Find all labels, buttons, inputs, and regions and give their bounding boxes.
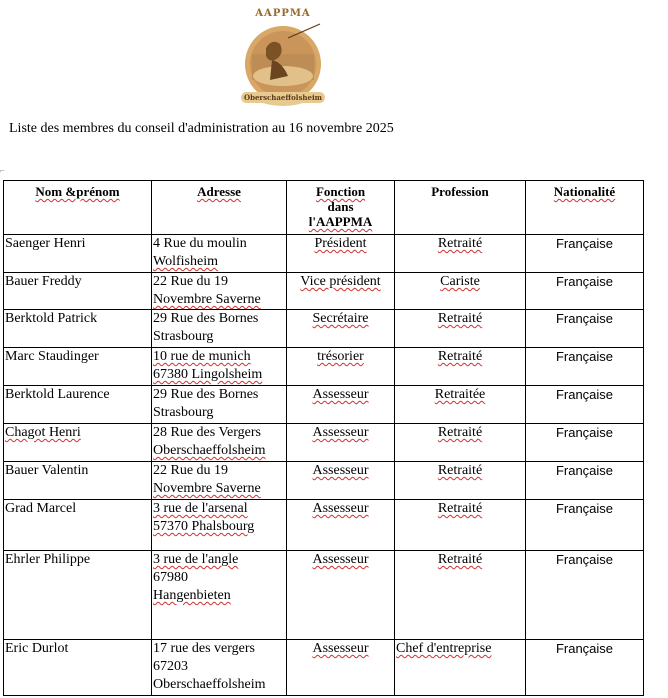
cell-profession: Cariste xyxy=(395,273,526,310)
cell-nationality: Française xyxy=(526,640,644,696)
cell-profession: Retraité xyxy=(395,500,526,551)
table-header-row xyxy=(4,181,644,235)
cell-function: Assesseur xyxy=(287,462,395,500)
cell-name: Bauer Valentin xyxy=(4,462,152,500)
cell-function: Assesseur xyxy=(287,386,395,424)
cell-name: Saenger Henri xyxy=(4,235,152,273)
cell-address: 22 Rue du 19 Novembre Saverne xyxy=(152,462,287,500)
cell-address: 3 rue de l'angle 67980 Hangenbieten xyxy=(152,551,287,640)
cell-name: Ehrler Philippe xyxy=(4,551,152,640)
cell-nationality: Française xyxy=(526,462,644,500)
table-row xyxy=(4,500,644,551)
cell-address: 10 rue de munich 67380 Lingolsheim xyxy=(152,348,287,386)
cell-name: Berktold Patrick xyxy=(4,310,152,348)
header-profession: Profession xyxy=(395,181,526,235)
members-table xyxy=(3,180,644,696)
cell-address: 17 rue des vergers 67203 Oberschaeffolsheim xyxy=(152,640,287,696)
cell-name: Chagot Henri xyxy=(4,424,152,462)
cell-function: Secrétaire xyxy=(287,310,395,348)
cell-profession: Retraité xyxy=(395,462,526,500)
cell-address: 28 Rue des Vergers Oberschaeffolsheim xyxy=(152,424,287,462)
cell-function: Assesseur xyxy=(287,640,395,696)
cell-nationality: Française xyxy=(526,235,644,273)
cell-function: Vice président xyxy=(287,273,395,310)
table-row xyxy=(4,640,644,696)
header-name: Nom &prénom xyxy=(4,181,152,235)
table-row xyxy=(4,551,644,640)
logo-top-text: AAPPMA xyxy=(255,8,311,19)
cell-profession: Retraité xyxy=(395,235,526,273)
table-anchor-icon: ⌐ xyxy=(0,166,5,175)
cell-name: Marc Staudinger xyxy=(4,348,152,386)
cell-nationality: Française xyxy=(526,500,644,551)
logo-bottom-text: Oberschaeffolsheim xyxy=(241,92,325,103)
cell-address: 4 Rue du moulin Wolfisheim xyxy=(152,235,287,273)
cell-nationality: Française xyxy=(526,551,644,640)
table-row xyxy=(4,310,644,348)
table-row xyxy=(4,424,644,462)
cell-nationality: Française xyxy=(526,310,644,348)
header-function: Fonction dans l'AAPPMA xyxy=(287,181,395,235)
aappma-logo xyxy=(228,8,338,114)
cell-name: Eric Durlot xyxy=(4,640,152,696)
cell-function: Assesseur xyxy=(287,424,395,462)
cell-function: Assesseur xyxy=(287,500,395,551)
cell-profession: Retraitée xyxy=(395,386,526,424)
cell-profession: Retraité xyxy=(395,310,526,348)
cell-nationality: Française xyxy=(526,348,644,386)
header-nationality: Nationalité xyxy=(526,181,644,235)
cell-profession: Chef d'entreprise xyxy=(395,640,526,696)
header-address: Adresse xyxy=(152,181,287,235)
cell-address: 22 Rue du 19 Novembre Saverne xyxy=(152,273,287,310)
cell-name: Grad Marcel xyxy=(4,500,152,551)
cell-name: Bauer Freddy xyxy=(4,273,152,310)
cell-profession: Retraité xyxy=(395,424,526,462)
cell-profession: Retraité xyxy=(395,348,526,386)
cell-address: 3 rue de l'arsenal 57370 Phalsbourg xyxy=(152,500,287,551)
cell-function: trésorier xyxy=(287,348,395,386)
document-title: Liste des membres du conseil d'administration au 16 novembre 2025 xyxy=(9,121,394,136)
cell-nationality: Française xyxy=(526,273,644,310)
cell-address: 29 Rue des Bornes Strasbourg xyxy=(152,310,287,348)
table-row xyxy=(4,462,644,500)
cell-function: Assesseur xyxy=(287,551,395,640)
cell-profession: Retraité xyxy=(395,551,526,640)
table-row xyxy=(4,273,644,310)
cell-name: Berktold Laurence xyxy=(4,386,152,424)
table-row xyxy=(4,235,644,273)
table-row xyxy=(4,386,644,424)
cell-function: Président xyxy=(287,235,395,273)
cell-nationality: Française xyxy=(526,424,644,462)
cell-address: 29 Rue des Bornes Strasbourg xyxy=(152,386,287,424)
table-row xyxy=(4,348,644,386)
cell-nationality: Française xyxy=(526,386,644,424)
